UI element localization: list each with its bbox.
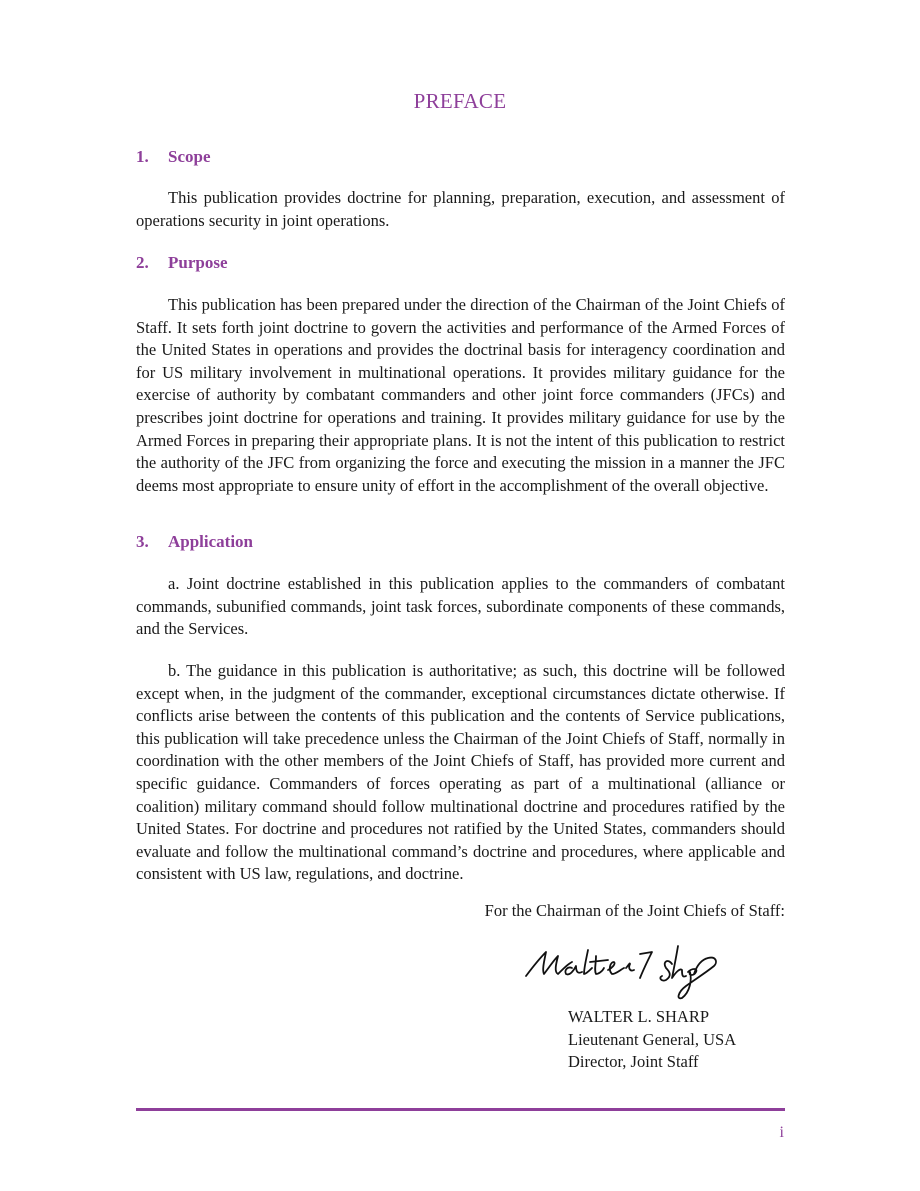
- section-application-body-a: [136, 573, 785, 641]
- section-heading: [136, 147, 785, 167]
- closing-line: For the Chairman of the Joint Chiefs of Staff:: [484, 901, 785, 920]
- signer-position: Director, Joint Staff: [568, 1052, 699, 1071]
- signature-image: [522, 938, 722, 1004]
- paragraph: b. The guidance in this publication is authoritative; as such, this doctrine will be followed except when, in the judgment of the commander, exceptional circumstances dictate otherwise. If conflicts arise between the contents of this publication and the contents of Service publications, this publication will take precedence unless the Chairman of the Joint Chiefs of Staff, normally in coordination with the other members of the Joint Chiefs of Staff, has provided more current and specific guidance. Commanders of forces operating as part of a multinational (alliance or coalition) military command should follow multinational doctrine and procedures ratified by the United States. For doctrine and procedures not ratified by the United States, commanders should evaluate and follow the multinational command’s doctrine and procedures, where applicable and consistent with US law, regulations, and doctrine.: [136, 661, 785, 884]
- section-heading: [136, 532, 785, 552]
- section-scope-body: [136, 187, 785, 232]
- section-purpose: [136, 253, 785, 273]
- signer-name: WALTER L. SHARP: [568, 1007, 710, 1026]
- paragraph: This publication provides doctrine for planning, preparation, execution, and assessment of operations security in joint operations.: [136, 188, 785, 230]
- section-application-body-b: [136, 660, 785, 886]
- section-application: [136, 532, 785, 552]
- paragraph: This publication has been prepared under the direction of the Chairman of the Joint Chiefs of Staff. It sets forth joint doctrine to govern the activities and performance of the Armed Forces of the United States in operations and provides the doctrinal basis for interagency coordination and for US military involvement in multinational operations. It provides military guidance for the exercise of authority by combatant commanders and other joint force commanders (JFCs) and prescribes joint doctrine for operations and training. It provides military guidance for use by the Armed Forces in preparing their appropriate plans. It is not the intent of this publication to restrict the authority of the JFC from organizing the force and executing the mission in a manner the JFC deems most appropriate to ensure unity of effort in the accomplishment of the overall objective.: [136, 295, 785, 495]
- section-number: 1.: [136, 147, 149, 166]
- section-number: 2.: [136, 253, 149, 272]
- section-number: 3.: [136, 532, 149, 551]
- page-number: i: [779, 1124, 784, 1141]
- section-title: Application: [168, 532, 254, 551]
- signer-block: [568, 1006, 736, 1074]
- page-title: PREFACE: [413, 89, 507, 113]
- signer-rank: Lieutenant General, USA: [568, 1029, 737, 1049]
- section-heading: [136, 253, 785, 273]
- section-scope: [136, 147, 785, 167]
- section-title: Scope: [168, 147, 211, 166]
- paragraph: a. Joint doctrine established in this publication applies to the commanders of combatant commands, subunified commands, joint task forces, subordinate components of these commands, and the Services.: [136, 574, 785, 639]
- section-title: Purpose: [168, 253, 228, 272]
- section-purpose-body: [136, 294, 785, 497]
- footer-rule: [136, 1108, 785, 1111]
